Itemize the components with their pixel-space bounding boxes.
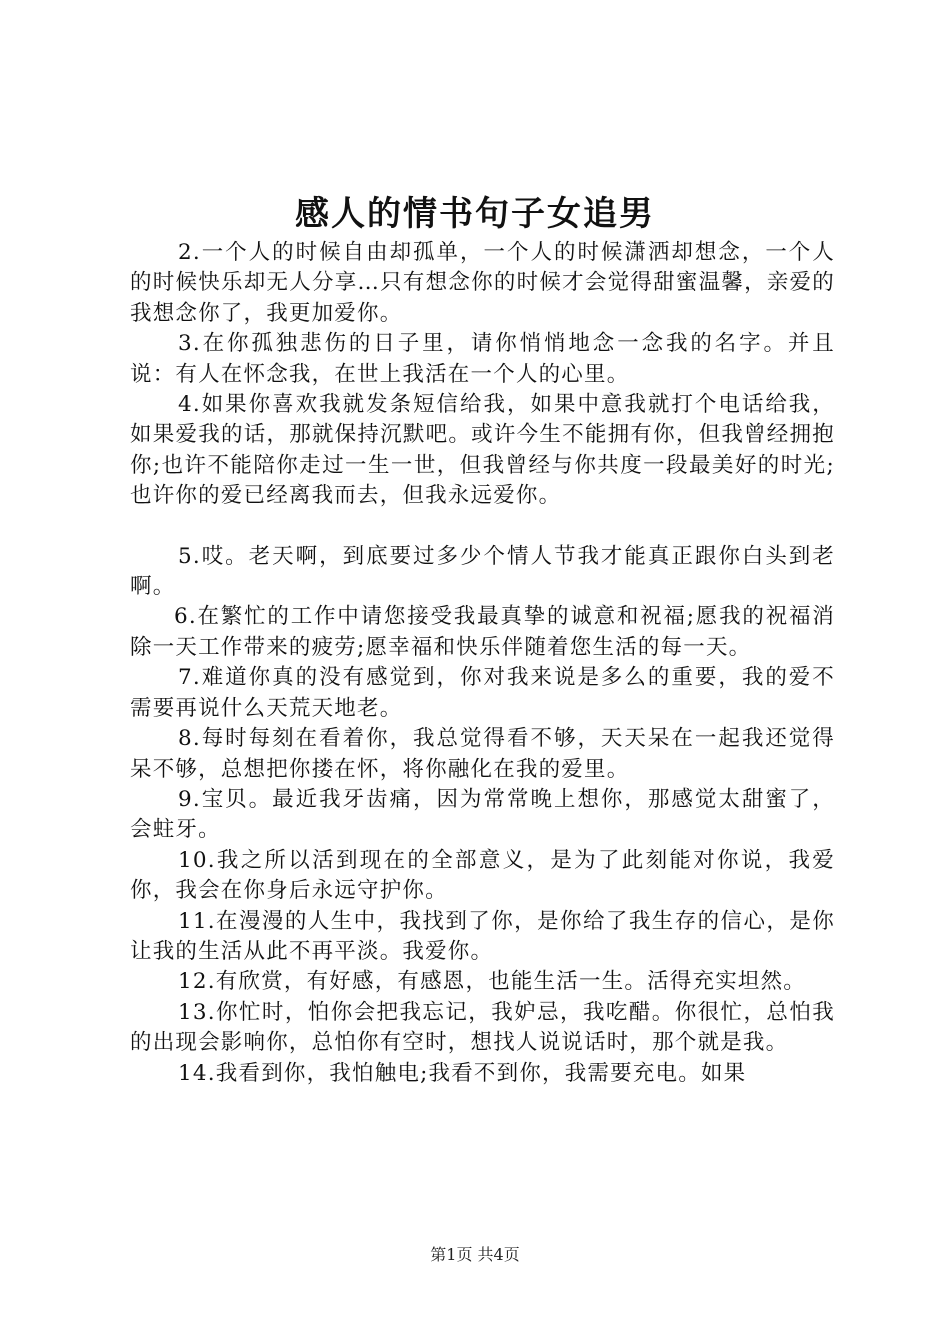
paragraph-12: 12.有欣赏，有好感，有感恩，也能生活一生。活得充实坦然。 <box>178 969 806 995</box>
page-number-footer: 第1页 共4页 <box>430 1245 520 1264</box>
paragraph-3: 3.在你孤独悲伤的日子里，请你悄悄地念一念我的名字。并且说：有人在怀念我，在世上我活在一个人的心里。 <box>130 331 835 387</box>
paragraph-7: 7.难道你真的没有感觉到，你对我来说是多么的重要，我的爱不需要再说什么天荒天地老。 <box>130 665 835 721</box>
paragraph-2: 2.一个人的时候自由却孤单，一个人的时候潇洒却想念，一个人的时候快乐却无人分享…只有想念你的时候才会觉得甜蜜温馨，亲爱的我想念你了，我更加爱你。 <box>130 240 835 326</box>
document-body <box>130 238 835 1089</box>
paragraph-9: 9.宝贝。最近我牙齿痛，因为常常晚上想你，那感觉太甜蜜了，会蛀牙。 <box>130 786 835 843</box>
paragraph-4: 4.如果你喜欢我就发条短信给我，如果中意我就打个电话给我，如果爱我的话，那就保持沉默吧。或许今生不能拥有你，但我曾经拥抱你;也许不能陪你走过一生一世，但我曾经与你共度一段最美好的时光;也许你的爱已经离我而去，但我永远爱你。 <box>130 392 835 509</box>
paragraph-14: 14.我看到你，我怕触电;我看不到你，我需要充电。如果 <box>178 1060 747 1086</box>
paragraph-6: 6.在繁忙的工作中请您接受我最真挚的诚意和祝福;愿我的祝福消除一天工作带来的疲劳;愿幸福和快乐伴随着您生活的每一天。 <box>130 604 835 660</box>
paragraph-10: 10.我之所以活到现在的全部意义，是为了此刻能对你说，我爱你，我会在你身后永远守护你。 <box>130 847 835 904</box>
document-title: 感人的情书句子女追男 <box>295 194 655 234</box>
paragraph-8: 8.每时每刻在看着你，我总觉得看不够，天天呆在一起我还觉得呆不够，总想把你搂在怀，将你融化在我的爱里。 <box>130 726 835 782</box>
paragraph-5: 5.哎。老天啊，到底要过多少个情人节我才能真正跟你白头到老啊。 <box>130 543 835 600</box>
paragraph-11: 11.在漫漫的人生中，我找到了你，是你给了我生存的信心，是你让我的生活从此不再平淡。我爱你。 <box>130 908 835 964</box>
paragraph-13: 13.你忙时，怕你会把我忘记，我妒忌，我吃醋。你很忙，总怕我的出现会影响你，总怕你有空时，想找人说说话时，那个就是我。 <box>130 999 835 1056</box>
